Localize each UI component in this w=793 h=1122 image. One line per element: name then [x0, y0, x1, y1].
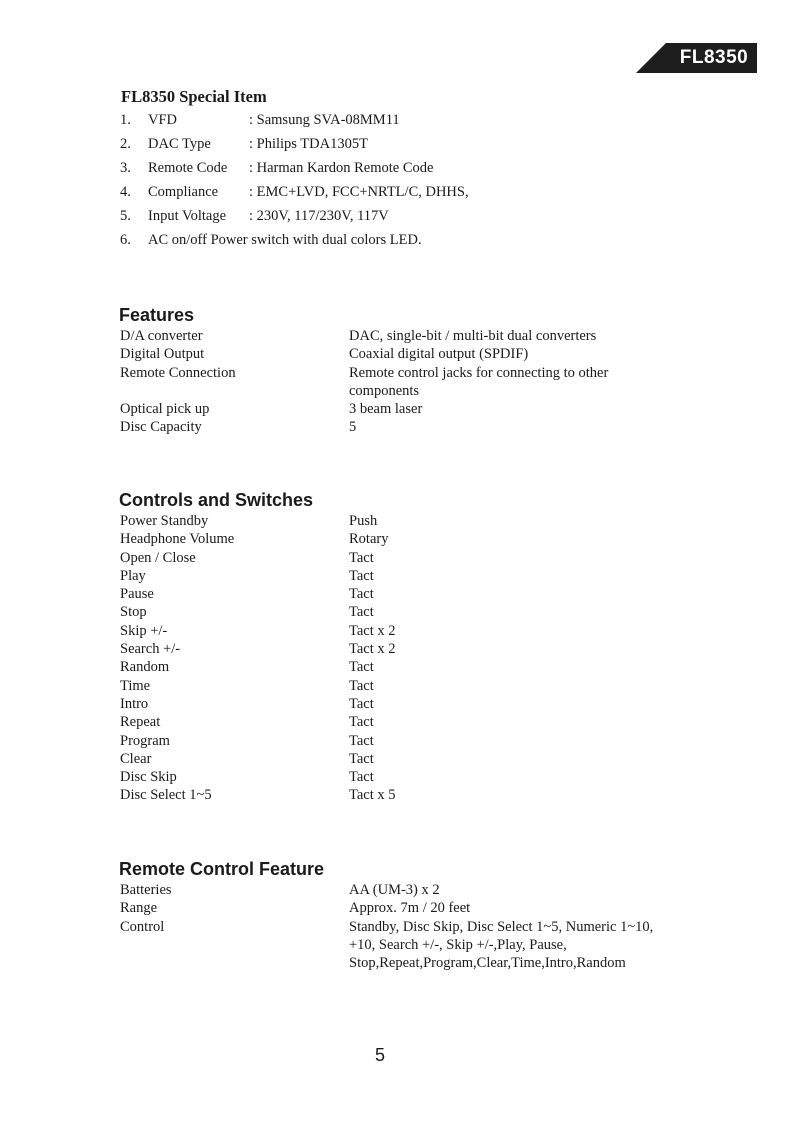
spec-label: Skip +/- [120, 622, 168, 639]
special-item-row [120, 207, 720, 231]
spec-value: Tact x 2 [349, 622, 396, 639]
controls-table [120, 512, 680, 805]
spec-row [120, 603, 680, 621]
spec-label: Control [120, 918, 165, 935]
spec-row [120, 327, 680, 345]
spec-value: Tact [349, 677, 374, 694]
spec-label: Stop [120, 604, 147, 621]
item-value: : Samsung SVA-08MM11 [249, 112, 400, 128]
item-number: 4. [120, 184, 131, 200]
item-number: 6. [120, 232, 131, 248]
spec-value: Remote control jacks for connecting to other components [349, 364, 609, 399]
special-item-list [120, 111, 720, 255]
spec-value: Tact [349, 549, 374, 566]
controls-heading: Controls and Switches [119, 490, 314, 510]
spec-value: Tact [349, 604, 374, 621]
spec-label: Remote Connection [120, 364, 236, 381]
spec-label: Disc Skip [120, 769, 177, 786]
spec-label: Power Standby [120, 513, 209, 529]
spec-value: Tact [349, 695, 374, 712]
spec-row [120, 695, 680, 713]
model-badge [636, 43, 757, 73]
spec-row [120, 732, 680, 750]
spec-row [120, 622, 680, 640]
spec-label: Play [120, 567, 146, 584]
spec-row [120, 713, 680, 731]
spec-value: Coaxial digital output (SPDIF) [349, 346, 529, 363]
spec-value: Tact x 5 [349, 787, 396, 804]
spec-row [120, 364, 680, 401]
special-item-row [120, 159, 720, 183]
item-value: : EMC+LVD, FCC+NRTL/C, DHHS, [249, 184, 469, 200]
spec-value: Approx. 7m / 20 feet [349, 900, 471, 917]
spec-label: Headphone Volume [120, 531, 235, 548]
spec-label: Disc Select 1~5 [120, 787, 212, 804]
spec-row [120, 918, 680, 973]
spec-value: 3 beam laser [349, 401, 423, 418]
spec-label: Search +/- [120, 641, 181, 658]
spec-value: Tact x 2 [349, 641, 396, 658]
spec-label: Time [120, 677, 151, 694]
remote-heading: Remote Control Feature [119, 859, 325, 879]
special-item-title: FL8350 Special Item [121, 87, 267, 106]
spec-value: Tact [349, 567, 374, 584]
spec-row [120, 750, 680, 768]
spec-label: Disc Capacity [120, 419, 202, 436]
item-number: 1. [120, 112, 131, 128]
spec-row [120, 400, 680, 418]
page-number: 5 [374, 1045, 385, 1065]
spec-label: Batteries [120, 882, 172, 898]
spec-row [120, 567, 680, 585]
item-number: 3. [120, 160, 131, 176]
spec-value: AA (UM-3) x 2 [349, 882, 440, 898]
spec-row [120, 881, 680, 899]
spec-value: Tact [349, 659, 374, 676]
spec-row [120, 530, 680, 548]
item-label: Compliance [148, 184, 219, 200]
spec-value: 5 [349, 419, 357, 436]
item-label: Remote Code [148, 160, 228, 176]
spec-label: Clear [120, 750, 152, 767]
spec-label: Random [120, 659, 170, 676]
spec-value: Tact [349, 586, 374, 603]
spec-value: Tact [349, 750, 374, 767]
spec-row [120, 640, 680, 658]
spec-row [120, 345, 680, 363]
features-table [120, 327, 680, 437]
special-item-row [120, 135, 720, 159]
item-text: AC on/off Power switch with dual colors LED. [148, 232, 422, 248]
item-number: 5. [120, 208, 131, 224]
special-item-row [120, 111, 720, 135]
item-label: Input Voltage [148, 208, 227, 224]
item-value: : Harman Kardon Remote Code [249, 160, 434, 176]
spec-label: Digital Output [120, 346, 205, 363]
item-value: : Philips TDA1305T [249, 136, 368, 152]
model-badge-text: FL8350 [679, 47, 749, 68]
spec-label: Optical pick up [120, 401, 210, 418]
spec-value: Standby, Disc Skip, Disc Select 1~5, Numeric 1~10, +10, Search +/-, Skip +/-,Play, Pause, Stop,Repeat,Program,Clear,Time,Intro,Random [349, 918, 654, 972]
item-number: 2. [120, 136, 131, 152]
spec-value: Tact [349, 732, 374, 749]
spec-label: Intro [120, 695, 149, 712]
spec-row [120, 786, 680, 804]
spec-label: Range [120, 900, 158, 917]
spec-value: DAC, single-bit / multi-bit dual converters [349, 328, 597, 344]
item-label: VFD [148, 112, 178, 128]
item-value: : 230V, 117/230V, 117V [249, 208, 389, 224]
spec-row [120, 512, 680, 530]
spec-row [120, 677, 680, 695]
spec-label: Open / Close [120, 549, 196, 566]
spec-value: Rotary [349, 531, 389, 548]
spec-row [120, 768, 680, 786]
spec-value: Push [349, 513, 378, 529]
special-item-row [120, 231, 720, 255]
spec-label: D/A converter [120, 328, 203, 344]
spec-label: Repeat [120, 714, 161, 731]
spec-row [120, 418, 680, 436]
special-item-row [120, 183, 720, 207]
spec-value: Tact [349, 769, 374, 786]
item-label: DAC Type [148, 136, 211, 152]
spec-row [120, 585, 680, 603]
remote-table [120, 881, 680, 972]
spec-value: Tact [349, 714, 374, 731]
spec-row [120, 658, 680, 676]
features-heading: Features [119, 305, 195, 325]
spec-label: Program [120, 732, 170, 749]
spec-label: Pause [120, 586, 154, 603]
spec-row [120, 899, 680, 917]
spec-row [120, 549, 680, 567]
